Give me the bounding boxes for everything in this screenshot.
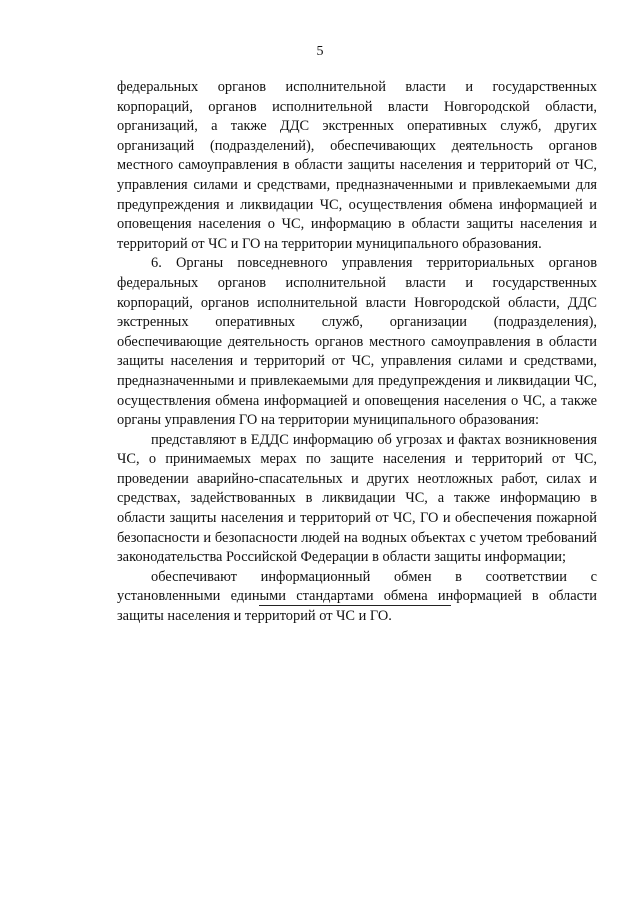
- paragraph-item-6: 6. Органы повседневного управления территориальных органов федеральных органов исполнительной власти и государственных корпораций, органов исполнительной власти Новгородской области, ДДС экстренных оперативных служб, организации (подразделения), обеспечивающие деятельность органов местного самоуправления в области защиты населения и территорий от ЧС, управления силами и средствами, предназначенными и привлекаемыми для предупреждения и ликвидации ЧС, осуществления обмена информацией и оповещения населения о ЧС, а также органы управления ГО на территории муниципального образования:: [117, 255, 597, 429]
- paragraph-report-duty: представляют в ЕДДС информацию об угрозах и фактах возникновения ЧС, о принимаемых мерах по защите населения и территорий от ЧС, проведении аварийно-спасательных и других неотложных работ, силах и средствах, задействованных в ликвидации ЧС, а также информацию в области защиты населения и территорий от ЧС, ГО и обеспечения пожарной безопасности и безопасности людей на водных объектах с учетом требований законодательства Российской Федерации в области защиты информации;: [117, 431, 597, 566]
- paragraph-exchange-duty: обеспечивают информационный обмен в соответствии с установленными едиными стандартами обмена информацией в области защиты населения и территорий от ЧС и ГО.: [117, 568, 597, 625]
- document-body: [117, 78, 597, 627]
- paragraph-continuation: федеральных органов исполнительной власти и государственных корпораций, органов исполнительной власти Новгородской области, организаций, а также ДДС экстренных оперативных служб, других организаций (подразделений), обеспечивающих деятельность органов местного самоуправления в области защиты населения и территорий от ЧС, управления силами и средствами, предназначенными и привлекаемыми для предупреждения и ликвидации ЧС, осуществления обмена информацией и оповещения населения о ЧС, информацию в области защиты населения и территорий от ЧС и ГО на территории муниципального образования.: [117, 79, 597, 252]
- closing-rule: [259, 605, 451, 606]
- page-number: 5: [316, 44, 324, 59]
